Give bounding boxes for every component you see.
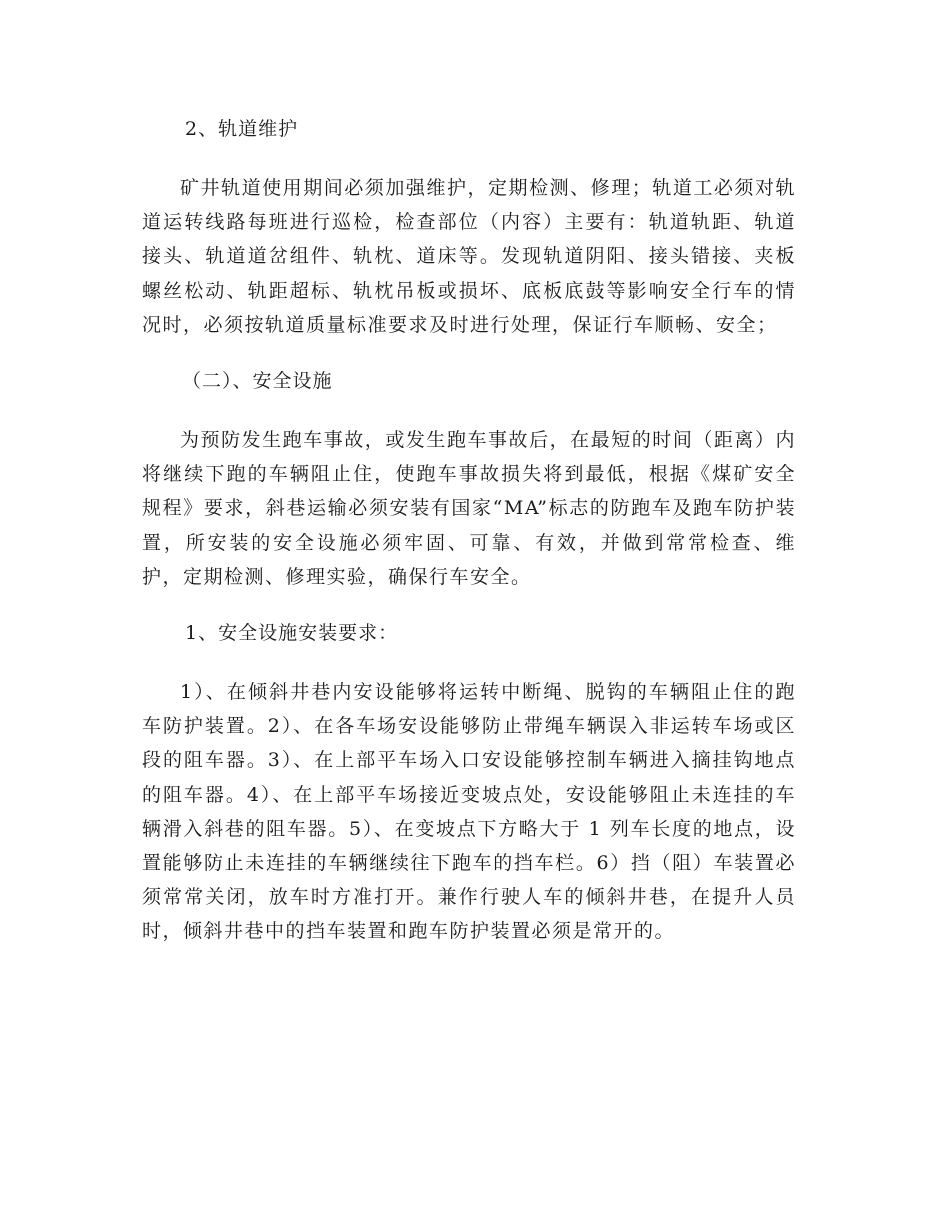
paragraph-installation-requirements: 1）、在倾斜井巷内安设能够将运转中断绳、脱钩的车辆阻止住的跑车防护装置。2）、在各车场安设能够防止带绳车辆误入非运转车场或区段的阻车器。3）、在上部平车场入口安设能够控制车辆进入摘挂钩地点的阻车器。4）、在上部平车场接近变坡点处，安设能够阻止未连挂的车辆滑入斜巷的阻车器。5）、在变坡点下方略大于 1 列车长度的地点，设置能够防止未连挂的车辆继续往下跑车的挡车栏。6）挡（阻）车装置必须常常关闭，放车时方准打开。兼作行驶人车的倾斜井巷，在提升人员时，倾斜井巷中的挡车装置和跑车防护装置必须是常开的。 [142,681,796,943]
section-heading-safety-facilities: （二）、安全设施 [182,370,333,393]
paragraph-safety-facilities: 为预防发生跑车事故，或发生跑车事故后，在最短的时间（距离）内将继续下跑的车辆阻止住，使跑车事故损失将到最低，根据《煤矿安全规程》要求，斜巷运输必须安装有国家“MA”标志的防跑车及跑车防护装置，所安装的安全设施必须牢固、可靠、有效，并做到常常检查、维护，定期检测、修理实验，确保行车安全。 [142,429,796,588]
paragraph-track-maintenance: 矿井轨道使用期间必须加强维护，定期检测、修理；轨道工必须对轨道运转线路每班进行巡检，检查部位（内容）主要有：轨道轨距、轨道接头、轨道道岔组件、轨枕、道床等。发现轨道阴阳、接头错接、夹板螺丝松动、轨距超标、轨枕吊板或损坏、底板底鼓等影响安全行车的情况时，必须按轨道质量标准要求及时进行处理，保证行车顺畅、安全； [142,177,796,336]
section-heading-track-maintenance: 2、轨道维护 [185,118,299,140]
section-heading-installation-requirements: 1、安全设施安装要求： [185,622,399,645]
